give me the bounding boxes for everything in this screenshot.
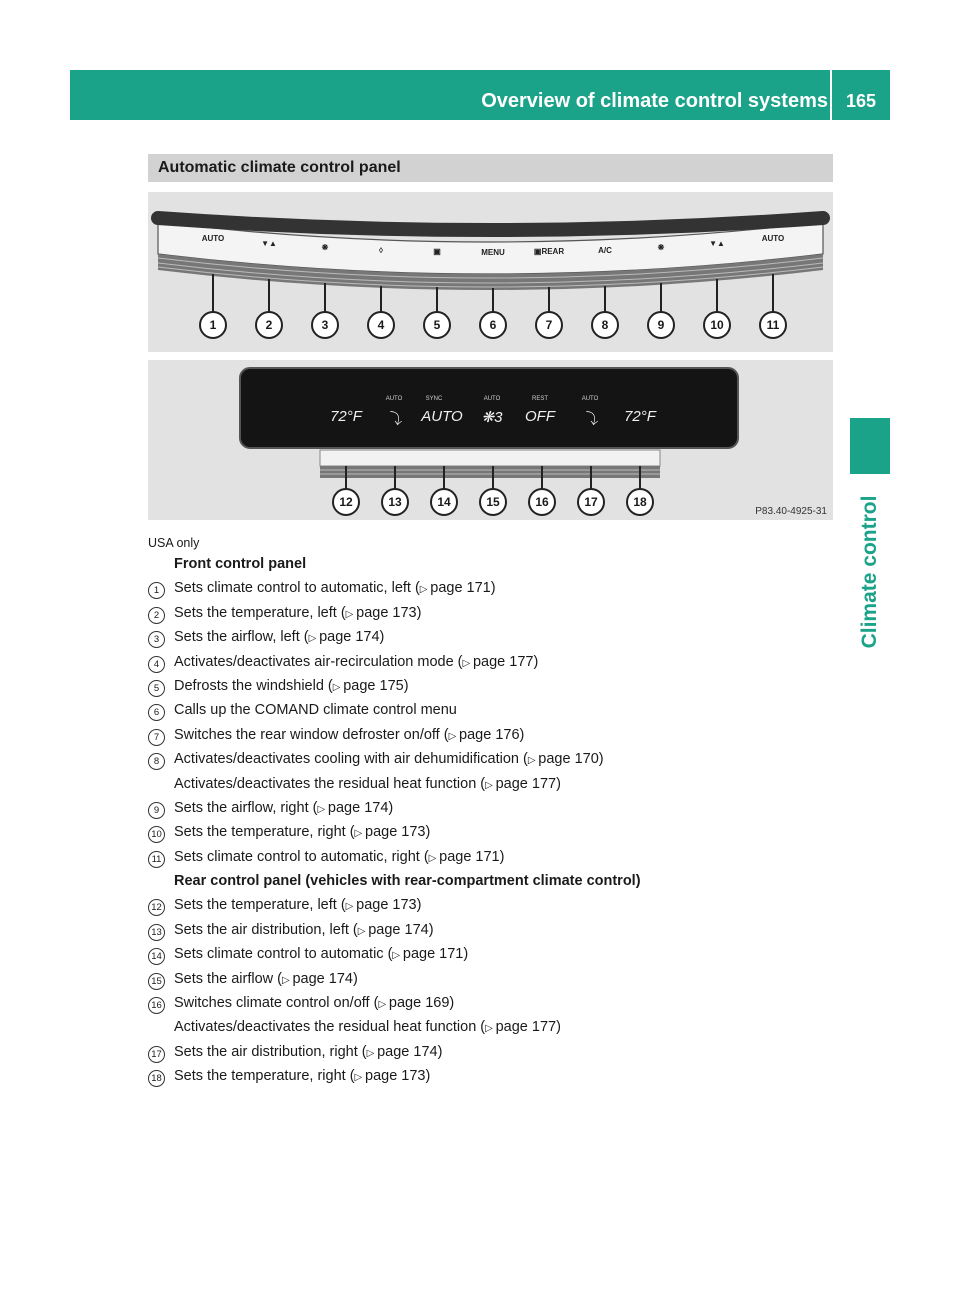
rear-display-small-label: REST	[531, 396, 549, 402]
page-ref[interactable]: page 174)	[377, 1043, 443, 1060]
item-text: Switches the rear window defroster on/off (	[174, 726, 449, 743]
item-text: Sets climate control to automatic (	[174, 946, 393, 963]
page-ref[interactable]: page 175)	[343, 677, 409, 694]
item-number: 18	[148, 1070, 165, 1087]
legend-item	[148, 1040, 838, 1064]
page-ref-arrow-icon: ▷	[332, 681, 344, 693]
item-number: 6	[148, 704, 165, 721]
legend-item	[148, 576, 838, 600]
item-text: Sets the air distribution, left (	[174, 921, 358, 938]
page-ref[interactable]: page 171)	[439, 848, 505, 865]
item-text: Sets the airflow, right (	[174, 799, 318, 816]
front-panel-top-bar	[158, 218, 823, 230]
page-ref[interactable]: page 177)	[495, 775, 561, 792]
page-ref[interactable]: page 177)	[472, 653, 539, 670]
item-text: Sets the temperature, left (	[174, 897, 346, 914]
page-ref[interactable]: page 174)	[368, 921, 434, 938]
item-text: Sets the temperature, left (	[174, 604, 346, 621]
callout-marker: 5	[423, 311, 451, 339]
rear-display-temp-right: 72°F	[624, 408, 656, 425]
page-ref-arrow-icon: ▷	[419, 584, 431, 596]
item-number: 7	[148, 729, 165, 746]
item-number: 1	[148, 582, 165, 599]
front-key-label[interactable]: ▼▲	[709, 238, 725, 248]
item-text: Sets the air distribution, right (	[174, 1043, 367, 1060]
page-ref-arrow-icon: ▷	[354, 828, 365, 840]
page-ref[interactable]: page 173)	[365, 1068, 431, 1085]
page-ref-arrow-icon: ▷	[345, 608, 357, 620]
item-number: 17	[148, 1046, 165, 1063]
page-ref-arrow-icon: ▷	[308, 633, 320, 645]
callout-marker: 14	[430, 488, 458, 516]
rear-display-small-label: SYNC	[425, 396, 443, 402]
side-tab-label: Climate control	[858, 495, 881, 649]
section-title: Automatic climate control panel	[158, 159, 401, 176]
legend-item	[148, 820, 838, 844]
legend-item	[148, 625, 838, 649]
item-number: 10	[148, 826, 165, 843]
page-number: 165	[845, 91, 877, 111]
callout-marker: 4	[367, 311, 395, 339]
callout-marker: 10	[703, 311, 731, 339]
rear-display-small-label: AUTO	[385, 396, 403, 402]
front-key-label[interactable]: ▣REAR	[533, 247, 565, 257]
item-text: Calls up the COMAND climate control menu	[174, 702, 457, 719]
callout-marker: 1	[199, 311, 227, 339]
rear-display-small-label: AUTO	[483, 396, 501, 402]
callout-marker: 11	[759, 311, 787, 339]
page-ref[interactable]: page 177)	[495, 1019, 561, 1036]
page-ref[interactable]: page 173)	[356, 604, 422, 621]
page-ref-arrow-icon: ▷	[392, 950, 403, 962]
rear-panel-figure	[148, 360, 833, 520]
item-number: 4	[148, 656, 165, 673]
front-panel-figure	[148, 192, 833, 352]
legend	[148, 534, 838, 1089]
usa-only-note: USA only	[148, 536, 200, 550]
legend-item	[148, 772, 838, 796]
item-number: 9	[148, 802, 165, 819]
item-text: Sets climate control to automatic, left (	[174, 580, 420, 597]
rear-panel-ridges	[320, 466, 660, 478]
legend-item	[148, 942, 838, 966]
callout-marker: 8	[591, 311, 619, 339]
item-number: 14	[148, 948, 165, 965]
callout-marker: 15	[479, 488, 507, 516]
front-key-label[interactable]: ◊	[379, 245, 383, 255]
page-ref-arrow-icon: ▷	[462, 657, 473, 669]
legend-item	[148, 747, 838, 771]
callout-marker: 3	[311, 311, 339, 339]
rear-display-off: OFF	[525, 408, 555, 425]
front-key-label[interactable]: AUTO	[201, 234, 225, 244]
legend-item	[148, 845, 838, 869]
page-ref[interactable]: page 174)	[319, 629, 385, 646]
page-ref[interactable]: page 171)	[402, 946, 469, 963]
page-ref[interactable]: page 169)	[388, 995, 455, 1012]
callout-marker: 17	[577, 488, 605, 516]
callout-marker: 9	[647, 311, 675, 339]
page-ref[interactable]: page 174)	[327, 799, 394, 816]
legend-item	[148, 796, 838, 820]
page-ref[interactable]: page 176)	[459, 726, 525, 743]
item-text: Sets the temperature, right (	[174, 1068, 355, 1085]
rear-display-small-label: AUTO	[581, 396, 599, 402]
page-ref-arrow-icon: ▷	[428, 852, 440, 864]
legend-item	[148, 967, 838, 991]
item-text: Switches climate control on/off (	[174, 995, 379, 1012]
figure-ref-code: P83.40-4925-31	[755, 506, 827, 517]
legend-item	[148, 601, 838, 625]
legend-item	[148, 723, 838, 747]
legend-item	[148, 674, 838, 698]
legend-item	[148, 893, 838, 917]
front-key-label[interactable]: ▼▲	[261, 239, 277, 249]
legend-item	[148, 1015, 838, 1039]
legend-heading	[148, 869, 838, 893]
section-heading	[148, 154, 833, 182]
item-text: Sets climate control to automatic, right (	[174, 848, 429, 865]
page-ref-arrow-icon: ▷	[354, 1072, 365, 1084]
page-ref-arrow-icon: ▷	[345, 901, 357, 913]
page-ref-arrow-icon: ▷	[378, 999, 389, 1011]
side-tab-marker	[850, 418, 890, 474]
front-key-label[interactable]: ❋	[657, 242, 665, 252]
page-ref[interactable]: page 171)	[430, 580, 496, 597]
item-text: Front control panel	[174, 556, 307, 572]
page-ref-arrow-icon: ▷	[357, 925, 369, 937]
item-text: Activates/deactivates the residual heat function (	[174, 1019, 486, 1036]
rear-display-vent-right: ⤵	[582, 411, 598, 428]
page-ref-arrow-icon: ▷	[317, 803, 328, 815]
page-ref-arrow-icon: ▷	[282, 974, 293, 986]
item-number: 2	[148, 607, 165, 624]
item-text: Sets the airflow (	[174, 970, 282, 987]
legend-item	[148, 1064, 838, 1088]
callout-marker: 6	[479, 311, 507, 339]
page-ref-arrow-icon: ▷	[366, 1047, 378, 1059]
rear-display-auto: AUTO	[421, 408, 463, 425]
item-text: Activates/deactivates the residual heat function (	[174, 775, 486, 792]
legend-heading	[148, 552, 838, 576]
item-number: 11	[148, 851, 165, 868]
callout-marker: 16	[528, 488, 556, 516]
item-text: Activates/deactivates cooling with air dehumidification (	[174, 751, 528, 768]
legend-item	[148, 991, 838, 1015]
page-ref[interactable]: page 170)	[538, 751, 604, 768]
front-key-label[interactable]: ▣	[433, 247, 441, 257]
front-key-label[interactable]: ❋	[321, 243, 329, 253]
legend-item	[148, 698, 838, 722]
callout-marker: 12	[332, 488, 360, 516]
rear-display-fan: ❋3	[481, 409, 503, 426]
page-ref-arrow-icon: ▷	[448, 730, 460, 742]
page-ref-arrow-icon: ▷	[527, 755, 539, 767]
callout-marker: 18	[626, 488, 654, 516]
page-title: Overview of climate control systems	[481, 90, 828, 112]
page-ref[interactable]: page 173)	[365, 824, 431, 841]
page-ref-arrow-icon: ▷	[485, 1023, 496, 1035]
item-text: Activates/deactivates air-recirculation mode (	[174, 653, 463, 670]
item-number: 8	[148, 753, 165, 770]
item-number: 3	[148, 631, 165, 648]
callout-marker: 2	[255, 311, 283, 339]
item-number: 15	[148, 973, 165, 990]
legend-item	[148, 918, 838, 942]
item-text: Sets the airflow, left (	[174, 629, 309, 646]
item-text: Defrosts the windshield (	[174, 677, 333, 694]
item-number: 16	[148, 997, 165, 1014]
page-ref-arrow-icon: ▷	[485, 779, 496, 791]
front-key-label[interactable]: AUTO	[761, 233, 785, 243]
front-key-label[interactable]: MENU	[481, 247, 505, 257]
page-ref[interactable]: page 173)	[356, 897, 422, 914]
item-number: 13	[148, 924, 165, 941]
page-ref[interactable]: page 174)	[292, 970, 358, 987]
front-key-label[interactable]: A/C	[598, 245, 612, 255]
item-number: 12	[148, 899, 165, 916]
callout-marker: 13	[381, 488, 409, 516]
rear-key-strip	[320, 450, 660, 466]
item-text: Rear control panel (vehicles with rear-compartment climate control)	[174, 873, 641, 890]
item-number: 5	[148, 680, 165, 697]
callout-marker: 7	[535, 311, 563, 339]
rear-display-temp-left: 72°F	[330, 408, 362, 425]
item-text: Sets the temperature, right (	[174, 824, 355, 841]
rear-display-vent-left: ⤵	[386, 411, 402, 428]
legend-item	[148, 650, 838, 674]
